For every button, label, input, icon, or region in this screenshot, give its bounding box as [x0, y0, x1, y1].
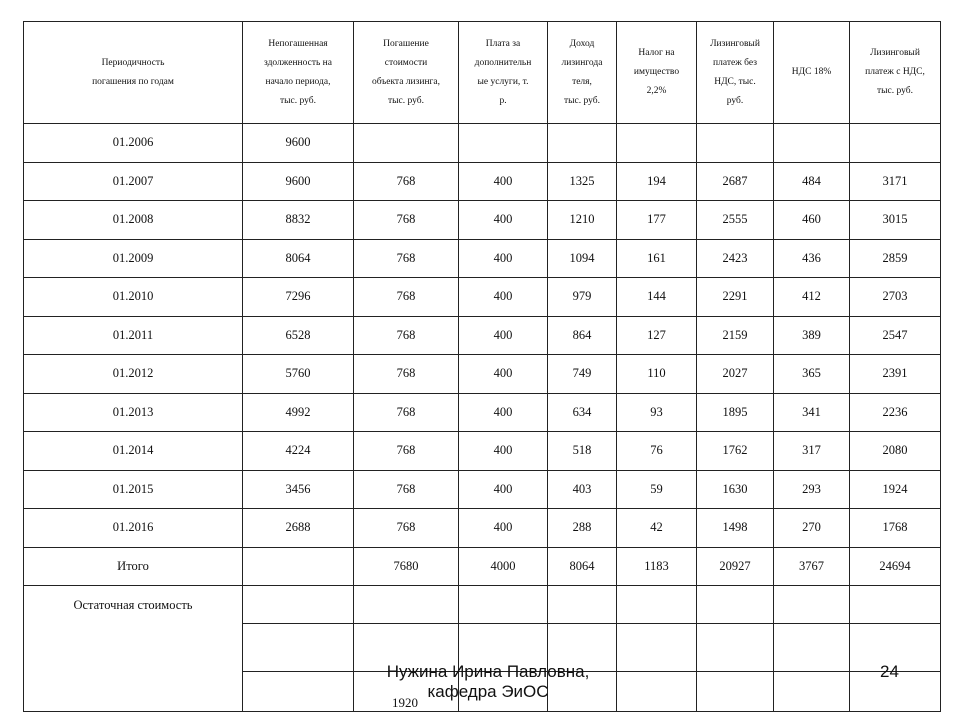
table-cell: 4224: [243, 432, 354, 471]
table-cell: [354, 585, 459, 623]
table-cell: [617, 124, 697, 163]
table-cell: 01.2006: [24, 124, 243, 163]
column-header-line: начало периода,: [265, 76, 331, 87]
table-cell: 7296: [243, 278, 354, 317]
table-cell: 2080: [850, 432, 941, 471]
table-cell: 400: [459, 470, 548, 509]
table-cell: 2027: [697, 355, 774, 394]
column-header-line: руб.: [726, 95, 744, 106]
column-header-line: Погашение: [383, 38, 429, 49]
column-header-line: дополнительн: [474, 57, 532, 68]
column-header-line: ые услуги, т.: [477, 76, 529, 87]
table-cell: 436: [774, 239, 850, 278]
table-cell: 288: [548, 509, 617, 548]
table-cell: 1325: [548, 162, 617, 201]
table-cell: 2423: [697, 239, 774, 278]
column-header-line: Доход: [569, 38, 595, 49]
table-cell: 270: [774, 509, 850, 548]
table-cell: 400: [459, 162, 548, 201]
column-header-line: лизингода: [561, 57, 603, 68]
table-cell: [459, 124, 548, 163]
total-cell: Итого: [24, 547, 243, 585]
table-cell: [850, 585, 941, 623]
table-cell: [697, 623, 774, 671]
table-cell: 01.2013: [24, 393, 243, 432]
table-cell: 01.2010: [24, 278, 243, 317]
table-cell: 1630: [697, 470, 774, 509]
table-cell: 01.2012: [24, 355, 243, 394]
table-cell: 01.2008: [24, 201, 243, 240]
table-cell: 2159: [697, 316, 774, 355]
table-cell: [697, 671, 774, 711]
table-cell: 768: [354, 470, 459, 509]
table-cell: 2236: [850, 393, 941, 432]
residual-value: 1920: [392, 695, 418, 710]
table-cell: 76: [617, 432, 697, 471]
column-header-line: Плата за: [485, 38, 521, 49]
table-cell: 01.2009: [24, 239, 243, 278]
table-cell: 749: [548, 355, 617, 394]
column-header-line: погашения по годам: [92, 76, 174, 87]
total-cell: 1183: [617, 547, 697, 585]
column-header: [548, 22, 617, 124]
table-cell: 1094: [548, 239, 617, 278]
table-cell: 01.2015: [24, 470, 243, 509]
table-cell: 400: [459, 432, 548, 471]
table-cell: 768: [354, 201, 459, 240]
column-header-line: тыс. руб.: [280, 95, 316, 106]
total-row: [24, 547, 941, 585]
table-cell: 400: [459, 278, 548, 317]
column-header: [850, 22, 941, 124]
column-header-line: объекта лизинга,: [371, 76, 441, 87]
table-cell: [243, 623, 354, 671]
table-cell: 1210: [548, 201, 617, 240]
table-cell: 403: [548, 470, 617, 509]
total-cell: 24694: [850, 547, 941, 585]
column-header-line: платеж без: [713, 57, 757, 68]
table-cell: 177: [617, 201, 697, 240]
table-cell: [459, 585, 548, 623]
residual-row: [24, 585, 941, 623]
footer-author: [368, 662, 608, 702]
table-cell: 2555: [697, 201, 774, 240]
table-cell: 2688: [243, 509, 354, 548]
column-header-line: НДС 18%: [791, 67, 832, 77]
column-header: [354, 22, 459, 124]
table-cell: 768: [354, 432, 459, 471]
column-header-line: тыс. руб.: [877, 86, 913, 96]
table-row: [24, 432, 941, 471]
column-header-line: имущество: [633, 67, 680, 77]
table-cell: 01.2011: [24, 316, 243, 355]
table-cell: [774, 124, 850, 163]
table-cell: 768: [354, 316, 459, 355]
table-cell: 9600: [243, 162, 354, 201]
table-cell: 1895: [697, 393, 774, 432]
table-cell: 8832: [243, 201, 354, 240]
table-cell: 59: [617, 470, 697, 509]
total-cell: 4000: [459, 547, 548, 585]
residual-label: Остаточная стоимость: [24, 585, 243, 711]
column-header-line: платеж с НДС,: [865, 67, 925, 77]
column-header-line: Лизинговый: [710, 38, 760, 49]
table-cell: 3015: [850, 201, 941, 240]
table-row: [24, 201, 941, 240]
table-cell: 5760: [243, 355, 354, 394]
table-cell: [617, 585, 697, 623]
column-header: [243, 22, 354, 124]
column-header-line: р.: [499, 95, 507, 106]
table-cell: 01.2007: [24, 162, 243, 201]
table-cell: 400: [459, 393, 548, 432]
table-cell: 864: [548, 316, 617, 355]
column-header-line: теля,: [572, 76, 592, 87]
table-row: [24, 316, 941, 355]
table-row: [24, 124, 941, 163]
table-cell: [243, 585, 354, 623]
table-cell: 93: [617, 393, 697, 432]
table-cell: 161: [617, 239, 697, 278]
column-header-line: НДС, тыс.: [714, 76, 756, 87]
table-cell: 400: [459, 355, 548, 394]
table-cell: 400: [459, 201, 548, 240]
table-cell: 8064: [243, 239, 354, 278]
table-cell: 2391: [850, 355, 941, 394]
table-cell: 2547: [850, 316, 941, 355]
table-cell: [697, 585, 774, 623]
column-header-line: стоимости: [384, 57, 428, 68]
table-cell: 01.2016: [24, 509, 243, 548]
table-row: [24, 239, 941, 278]
total-cell: 7680: [354, 547, 459, 585]
table-cell: [850, 124, 941, 163]
table-cell: 389: [774, 316, 850, 355]
table-row: [24, 355, 941, 394]
table-cell: 317: [774, 432, 850, 471]
table-cell: 768: [354, 239, 459, 278]
table-header-row: [24, 22, 941, 124]
total-cell: 3767: [774, 547, 850, 585]
table-row: [24, 509, 941, 548]
table-cell: 484: [774, 162, 850, 201]
table-cell: 518: [548, 432, 617, 471]
table-row: [24, 393, 941, 432]
table-cell: 768: [354, 162, 459, 201]
table-cell: 412: [774, 278, 850, 317]
table-cell: 365: [774, 355, 850, 394]
table-row: [24, 162, 941, 201]
table-cell: 341: [774, 393, 850, 432]
column-header: [774, 22, 850, 124]
table-cell: [243, 671, 354, 711]
table-cell: 768: [354, 278, 459, 317]
leasing-schedule-table: [23, 21, 941, 712]
table-cell: 127: [617, 316, 697, 355]
table-cell: 2687: [697, 162, 774, 201]
total-cell: 20927: [697, 547, 774, 585]
table-cell: 9600: [243, 124, 354, 163]
table-cell: 1762: [697, 432, 774, 471]
table-cell: 3171: [850, 162, 941, 201]
table-cell: 293: [774, 470, 850, 509]
table-cell: 460: [774, 201, 850, 240]
table-cell: 2291: [697, 278, 774, 317]
table-cell: [774, 671, 850, 711]
table-cell: 2859: [850, 239, 941, 278]
table-cell: 400: [459, 509, 548, 548]
table-cell: 42: [617, 509, 697, 548]
column-header-line: Налог на: [638, 48, 675, 58]
table-cell: [617, 671, 697, 711]
page-number: 24: [880, 662, 899, 681]
table-cell: 768: [354, 393, 459, 432]
column-header: [24, 22, 243, 124]
table-cell: [548, 585, 617, 623]
table-cell: 1924: [850, 470, 941, 509]
table-cell: 400: [459, 316, 548, 355]
column-header-line: Периодичность: [101, 57, 165, 68]
table-cell: [774, 585, 850, 623]
table-cell: 110: [617, 355, 697, 394]
footer-author-name: Нужина Ирина Павловна,: [386, 662, 590, 681]
column-header: [697, 22, 774, 124]
column-header-line: Непогашенная: [268, 38, 328, 49]
table-cell: 768: [354, 355, 459, 394]
column-header: [459, 22, 548, 124]
table-row: [24, 470, 941, 509]
table-cell: [697, 124, 774, 163]
table-cell: 2703: [850, 278, 941, 317]
table-cell: 144: [617, 278, 697, 317]
table-cell: 979: [548, 278, 617, 317]
column-header-line: 2,2%: [646, 86, 667, 96]
column-header: [617, 22, 697, 124]
table-cell: [617, 623, 697, 671]
table-cell: [548, 124, 617, 163]
table-cell: 01.2014: [24, 432, 243, 471]
table-cell: 6528: [243, 316, 354, 355]
total-cell: 8064: [548, 547, 617, 585]
table-cell: [354, 124, 459, 163]
column-header-line: тыс. руб.: [388, 95, 424, 106]
column-header-line: тыс. руб.: [564, 95, 600, 106]
table-cell: 194: [617, 162, 697, 201]
table-row: [24, 278, 941, 317]
table-cell: [774, 623, 850, 671]
total-cell: [243, 547, 354, 585]
column-header-line: здолженность на: [264, 57, 332, 68]
table-cell: 768: [354, 509, 459, 548]
table-cell: 1768: [850, 509, 941, 548]
table-cell: 4992: [243, 393, 354, 432]
column-header-line: Лизинговый: [870, 48, 920, 58]
table-cell: 1498: [697, 509, 774, 548]
table-cell: 3456: [243, 470, 354, 509]
table-cell: 400: [459, 239, 548, 278]
table-cell: 634: [548, 393, 617, 432]
footer-department: кафедра ЭиОС: [427, 682, 549, 701]
